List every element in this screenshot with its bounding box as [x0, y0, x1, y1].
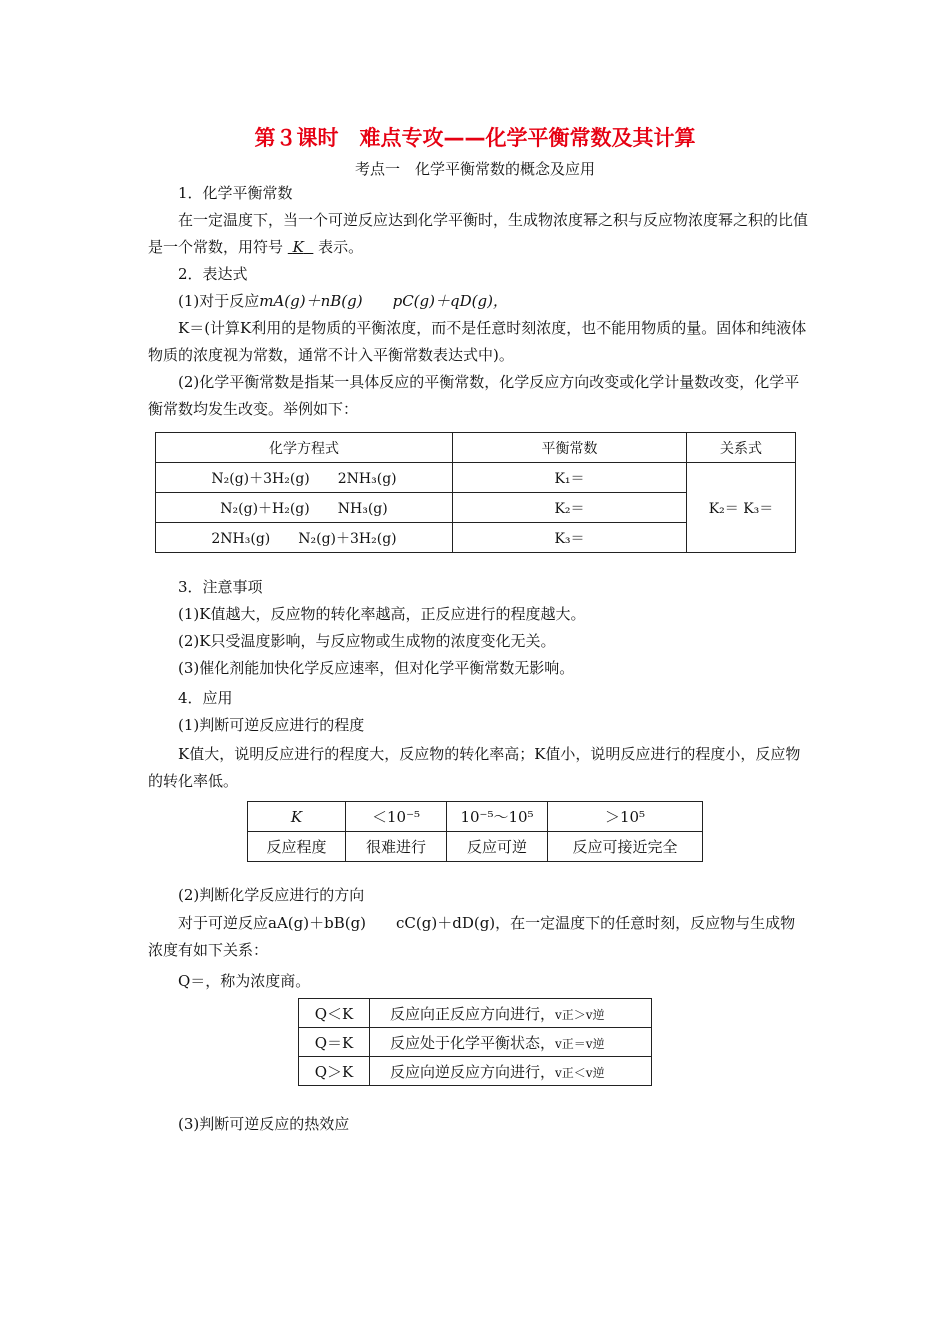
dir-desc-1: 反应向正反应方向进行，v正＞v逆 — [370, 999, 652, 1028]
dir-desc-3: 反应向逆反应方向进行，v正＜v逆 — [370, 1057, 652, 1086]
reaction-direction-table — [298, 998, 652, 1086]
dir-cond-2: Q＝K — [299, 1028, 370, 1057]
s2-item2: (2)化学平衡常数是指某一具体反应的平衡常数，化学反应方向改变或化学计量数改变，化学平衡常数均发生改变。举例如下： — [148, 373, 800, 418]
s2-item1: (1)对于反应mA(g)＋nB(g) pC(g)＋qD(g)， — [178, 292, 508, 310]
extent-row-label: 反应程度 — [248, 832, 346, 862]
extent-range-1: ＜10⁻⁵ — [346, 802, 447, 832]
s4-sub1-text: K值大，说明反应进行的程度大，反应物的转化率高；K值小，说明反应进行的程度小，反应物的转化率低。 — [148, 745, 801, 790]
s4-sub2: (2)判断化学反应进行的方向 — [178, 886, 365, 904]
equilibrium-constant-table — [155, 432, 796, 553]
s1-text-b: 表示。 — [318, 238, 364, 256]
eq-row-3: 2NH₃(g) N₂(g)＋3H₂(g) — [156, 523, 453, 553]
relation-cell: K₂＝ K₃＝ — [687, 463, 796, 553]
k-symbol: K — [292, 238, 304, 256]
s3-item-3: (3)催化剂能加快化学反应速率，但对化学平衡常数无影响。 — [178, 659, 575, 677]
dir-cond-1: Q＜K — [299, 999, 370, 1028]
s3-item-1: (1)K值越大，反应物的转化率越高，正反应进行的程度越大。 — [178, 605, 586, 623]
section-subtitle: 考点一 化学平衡常数的概念及应用 — [354, 160, 595, 178]
dir-cond-3: Q＞K — [299, 1057, 370, 1086]
header-relation: 关系式 — [687, 433, 796, 463]
header-equation: 化学方程式 — [156, 433, 453, 463]
extent-range-3: ＞10⁵ — [548, 802, 703, 832]
concentration-quotient: Q＝，称为浓度商。 — [178, 972, 311, 990]
s3-heading: 3．注意事项 — [178, 578, 263, 596]
s4-sub2-text: 对于可逆反应aA(g)＋bB(g) cC(g)＋dD(g)，在一定温度下的任意时刻，反应物与生成物浓度有如下关系： — [148, 914, 796, 959]
page-title: 第３课时 难点专攻——化学平衡常数及其计算 — [254, 126, 696, 150]
s1-text-a: 在一定温度下，当一个可逆反应达到化学平衡时，生成物浓度幂之积与反应物浓度幂之积的比值是一个常数，用符号 — [148, 211, 809, 256]
header-constant: 平衡常数 — [453, 433, 687, 463]
dir-desc-2: 反应处于化学平衡状态，v正＝v逆 — [370, 1028, 652, 1057]
s2-heading: 2．表达式 — [178, 265, 248, 283]
s4-heading: 4．应用 — [178, 689, 233, 707]
k3-cell: K₃＝ — [453, 523, 687, 553]
extent-value-1: 很难进行 — [346, 832, 447, 862]
k2-cell: K₂＝ — [453, 493, 687, 523]
extent-k-label: K — [248, 802, 346, 832]
extent-range-2: 10⁻⁵～10⁵ — [447, 802, 548, 832]
s1-paragraph — [148, 207, 808, 261]
s4-sub1: (1)判断可逆反应进行的程度 — [178, 716, 365, 734]
s1-heading: 1．化学平衡常数 — [178, 184, 293, 202]
extent-value-3: 反应可接近完全 — [548, 832, 703, 862]
extent-value-2: 反应可逆 — [447, 832, 548, 862]
eq-row-1: N₂(g)＋3H₂(g) 2NH₃(g) — [156, 463, 453, 493]
s4-sub3: (3)判断可逆反应的热效应 — [178, 1115, 350, 1133]
reaction-extent-table — [247, 801, 703, 862]
s3-item-2: (2)K只受温度影响，与反应物或生成物的浓度变化无关。 — [178, 632, 556, 650]
s2-k-definition: K＝(计算K利用的是物质的平衡浓度，而不是任意时刻浓度，也不能用物质的量。固体和纯液体物质的浓度视为常数，通常不计入平衡常数表达式中)。 — [148, 319, 807, 364]
k1-cell: K₁＝ — [453, 463, 687, 493]
eq-row-2: N₂(g)＋H₂(g) NH₃(g) — [156, 493, 453, 523]
